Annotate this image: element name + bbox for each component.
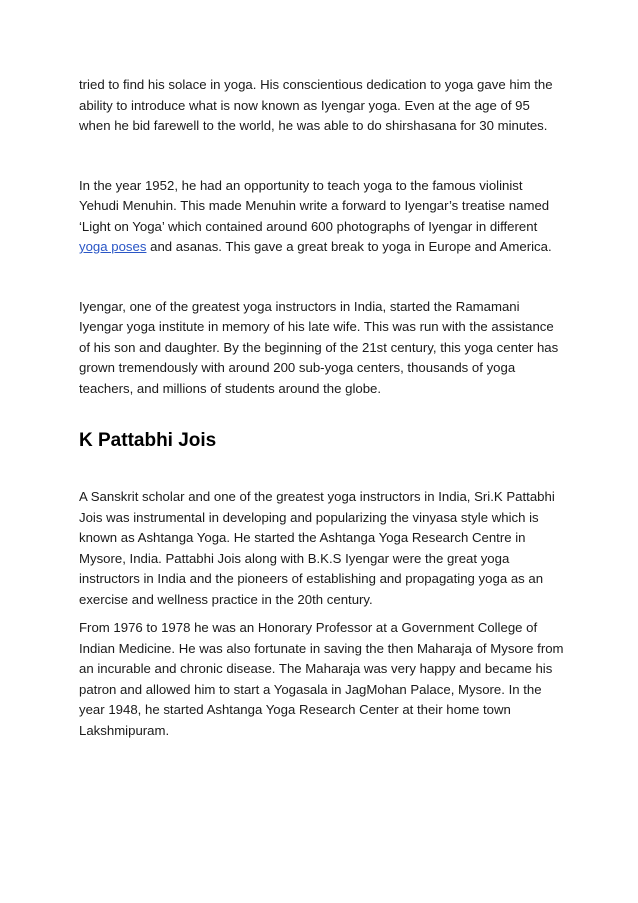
paragraph-text: and asanas. This gave a great break to yoga in Europe and America.: [146, 239, 552, 254]
section-heading: K Pattabhi Jois: [79, 430, 217, 451]
paragraph-ramamani-institute: Iyengar, one of the greatest yoga instructors in India, started the Ramamani Iyengar yoga institute in memory of his late wife. This was run with the assistance of his son and daughter. By the beginning of the 21st century, this yoga center has grown tremendously with around 200 sub-yoga centers, thousands of yoga teachers, and millions of students around the globe.: [79, 298, 559, 396]
paragraph-text: In the year 1952, he had an opportunity to teach yoga to the famous violinist Yehudi Menuhin. This made Menuhin write a forward to Iyengar’s treatise named ‘Light on Yoga’ which contained around 600 photographs of Iyengar in different: [79, 177, 550, 234]
paragraph-jois-career: From 1976 to 1978 he was an Honorary Professor at a Government College of Indian Medicine. He was also fortunate in saving the then Maharaja of Mysore from an incurable and chronic disease. The Maharaja was very happy and became his patron and allowed him to start a Yogasala in JagMohan Palace, Mysore. In the year 1948, he started Ashtanga Yoga Research Center at their home town Lakshmipuram.: [79, 620, 564, 738]
document-body: [79, 75, 565, 741]
paragraph-iyengar-solace: tried to find his solace in yoga. His conscientious dedication to yoga gave him the ability to introduce what is now known as Iyengar yoga. Even at the age of 95 when he bid farewell to the world, he was able to do shirshasana for 30 minutes.: [79, 77, 553, 133]
yoga-poses-link[interactable]: yoga poses: [79, 239, 147, 254]
paragraph-jois-intro: A Sanskrit scholar and one of the greatest yoga instructors in India, Sri.K Pattabhi Jois was instrumental in developing and popularizing the vinyasa style which is known as Ashtanga Yoga. He started the Ashtanga Yoga Research Centre in Mysore, India. Pattabhi Jois along with B.K.S Iyengar were the great yoga instructors in India and the pioneers of establishing and propagating yoga as an exercise and wellness practice in the 20th century.: [79, 489, 555, 607]
paragraph-menuhin: [79, 176, 565, 258]
